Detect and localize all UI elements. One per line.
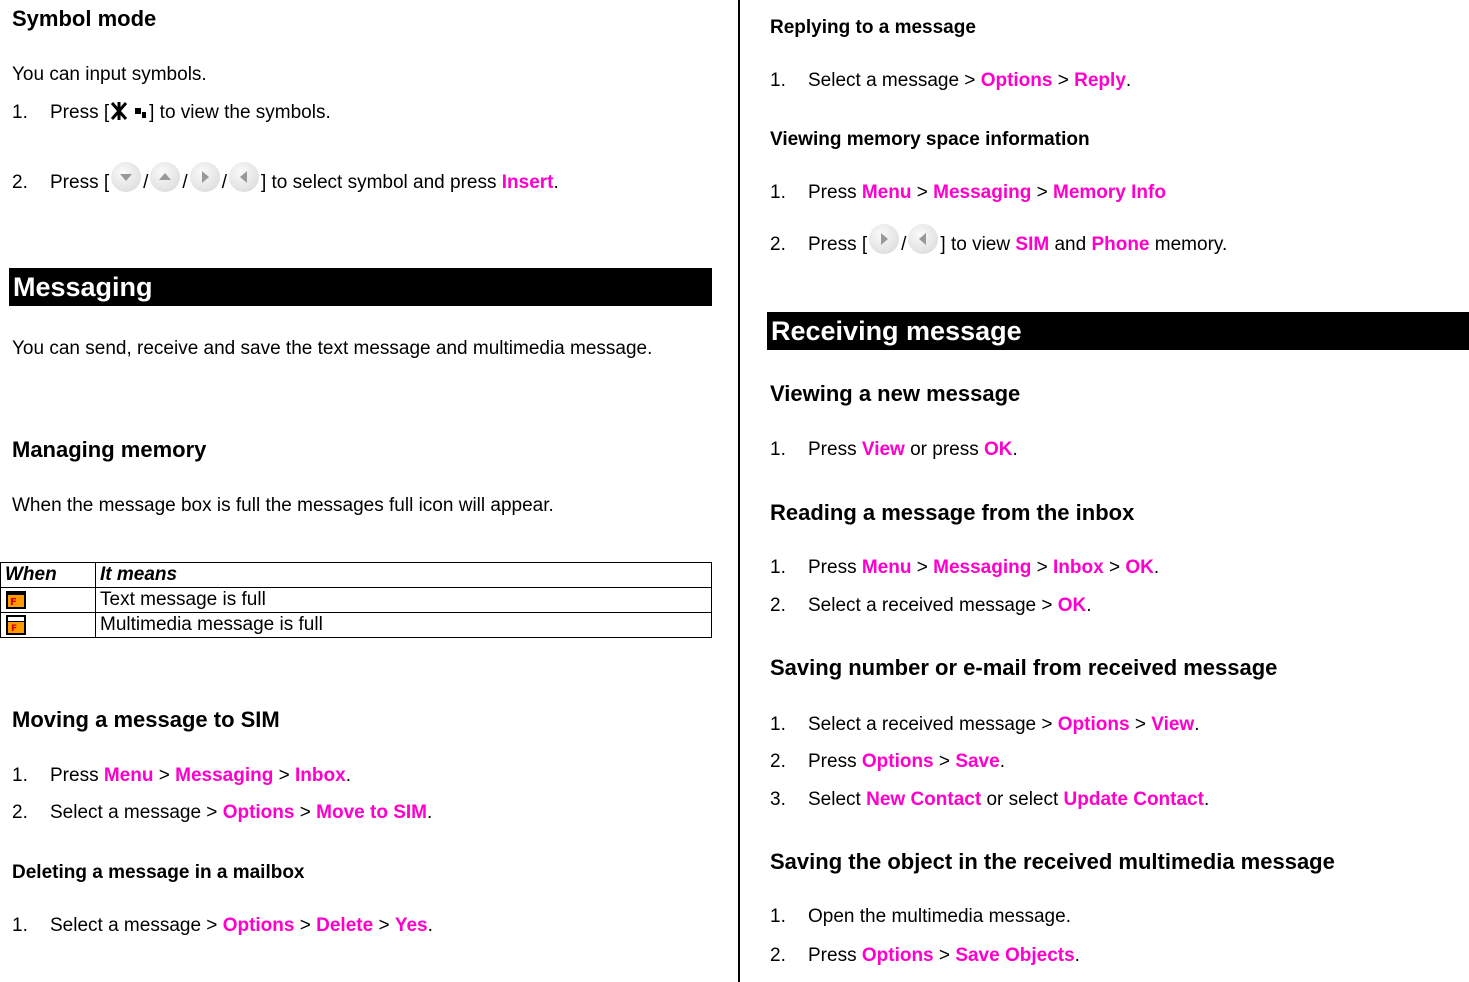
saving-number-heading: Saving number or e-mail from received message bbox=[770, 655, 1278, 680]
memory-info-step-2: 2. Press [ / ] to view SIM and Phone memory. bbox=[770, 224, 1227, 256]
multimedia-message-full-icon bbox=[1, 613, 96, 638]
saving-object-heading: Saving the object in the received multimedia message bbox=[770, 849, 1335, 874]
memory-info-step-1: 1. Press Menu > Messaging > Memory Info bbox=[770, 182, 1166, 203]
nav-down-key-icon bbox=[111, 162, 141, 192]
memory-info-heading: Viewing memory space information bbox=[770, 129, 1090, 150]
table-header-meaning: It means bbox=[96, 563, 712, 588]
nav-left-key-icon bbox=[908, 224, 938, 254]
nav-left-key-icon bbox=[229, 162, 259, 192]
nav-up-key-icon bbox=[150, 162, 180, 192]
table-cell-meaning: Multimedia message is full bbox=[96, 613, 712, 638]
reading-step-1: 1. Press Menu > Messaging > Inbox > OK. bbox=[770, 557, 1160, 578]
saving-number-step-1: 1. Select a received message > Options > View. bbox=[770, 714, 1200, 735]
receiving-section-bar: Receiving message bbox=[767, 312, 1469, 350]
managing-memory-text: When the message box is full the messages full icon will appear. bbox=[12, 495, 554, 516]
svg-text:F: F bbox=[11, 623, 18, 634]
text-message-full-icon bbox=[1, 588, 96, 613]
managing-memory-heading: Managing memory bbox=[12, 437, 207, 462]
insert-action: Insert bbox=[501, 172, 554, 193]
nav-right-key-icon bbox=[190, 162, 220, 192]
nav-right-key-icon bbox=[869, 224, 899, 254]
star-key-icon bbox=[109, 101, 149, 121]
replying-step-1: 1. Select a message > Options > Reply. bbox=[770, 70, 1132, 91]
table-cell-meaning: Text message is full bbox=[96, 588, 712, 613]
deleting-step-1: 1. Select a message > Options > Delete > Yes. bbox=[12, 915, 433, 936]
saving-number-step-3: 3. Select New Contact or select Update Contact. bbox=[770, 789, 1210, 810]
replying-heading: Replying to a message bbox=[770, 17, 976, 38]
moving-step-1: 1. Press Menu > Messaging > Inbox. bbox=[12, 765, 351, 786]
messaging-section-bar: Messaging bbox=[9, 268, 712, 306]
saving-object-step-2: 2. Press Options > Save Objects. bbox=[770, 945, 1080, 966]
view-new-heading: Viewing a new message bbox=[770, 381, 1021, 406]
symbol-mode-heading: Symbol mode bbox=[12, 6, 157, 31]
reading-step-2: 2. Select a received message > OK. bbox=[770, 595, 1092, 616]
symbol-step-1: 1. Press [ ] to view the symbols. bbox=[12, 102, 331, 123]
column-divider bbox=[738, 0, 740, 982]
symbol-mode-intro: You can input symbols. bbox=[12, 64, 207, 85]
symbol-step-2: 2. Press [ / / / ] to select symbol and press Insert. bbox=[12, 162, 559, 194]
svg-text:F: F bbox=[10, 596, 17, 608]
table-header-when: When bbox=[1, 563, 96, 588]
saving-object-step-1: 1. Open the multimedia message. bbox=[770, 906, 1071, 927]
saving-number-step-2: 2. Press Options > Save. bbox=[770, 751, 1005, 772]
table-row bbox=[1, 613, 712, 638]
memory-full-table bbox=[0, 562, 712, 638]
table-row bbox=[1, 588, 712, 613]
reading-heading: Reading a message from the inbox bbox=[770, 500, 1135, 525]
messaging-intro: You can send, receive and save the text message and multimedia message. bbox=[12, 338, 653, 359]
view-new-step-1: 1. Press View or press OK. bbox=[770, 439, 1018, 460]
moving-heading: Moving a message to SIM bbox=[12, 707, 280, 732]
table-header-row bbox=[1, 563, 712, 588]
moving-step-2: 2. Select a message > Options > Move to SIM. bbox=[12, 802, 433, 823]
deleting-heading: Deleting a message in a mailbox bbox=[12, 862, 305, 883]
